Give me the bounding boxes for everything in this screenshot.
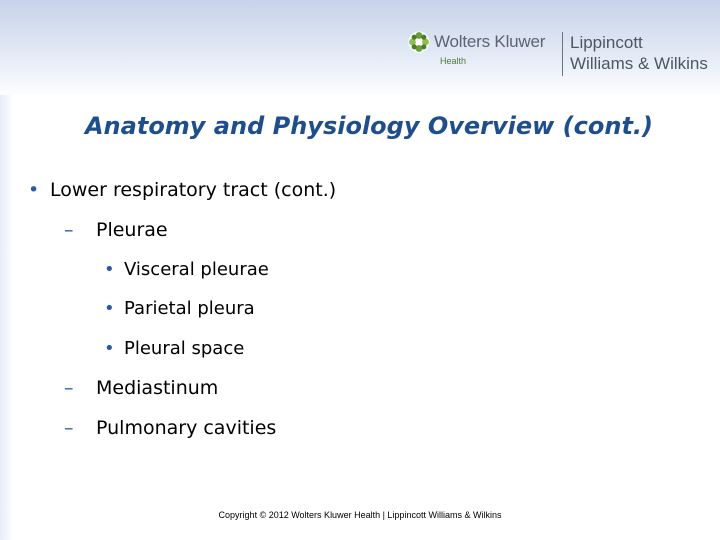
dash-marker: – (64, 377, 74, 399)
bullet-level1 (28, 179, 336, 201)
bullet-marker: • (104, 338, 115, 359)
logo-imprint (570, 32, 708, 74)
wolters-kluwer-logo-icon (408, 31, 430, 53)
bullet-level3 (104, 298, 255, 319)
logo-division-text: Health (440, 56, 467, 66)
slide-title: Anatomy and Physiology Overview (cont.) (84, 112, 654, 140)
bullet-text: Pleural space (124, 338, 245, 359)
left-edge-band (0, 95, 14, 540)
bullet-level2 (64, 377, 218, 399)
bullet-text: Pulmonary cavities (96, 417, 277, 439)
publisher-logo (404, 28, 716, 80)
dash-marker: – (64, 219, 74, 241)
bullet-level2 (64, 219, 168, 241)
bullet-text: Lower respiratory tract (cont.) (50, 179, 337, 201)
bullet-level3 (104, 338, 244, 359)
logo-brand-text: Wolters Kluwer (434, 32, 546, 51)
footer-text: Copyright © 2012 Wolters Kluwer Health | Lippincott Williams & Wilkins (218, 510, 502, 520)
bullet-level3 (104, 259, 269, 280)
bullet-marker: • (104, 298, 115, 319)
logo-divider (562, 32, 563, 76)
bullet-marker: • (28, 179, 40, 201)
logo-imprint-line1: Lippincott (570, 33, 643, 52)
bullet-text: Parietal pleura (124, 298, 255, 319)
dash-marker: – (64, 417, 74, 439)
bullet-text: Visceral pleurae (124, 259, 269, 280)
bullet-text: Mediastinum (96, 377, 219, 399)
bullet-text: Pleurae (96, 219, 168, 241)
bullet-level2 (64, 417, 276, 439)
bullet-marker: • (104, 259, 115, 280)
logo-imprint-line2: Williams & Wilkins (570, 54, 708, 73)
copyright-footer (0, 510, 720, 520)
